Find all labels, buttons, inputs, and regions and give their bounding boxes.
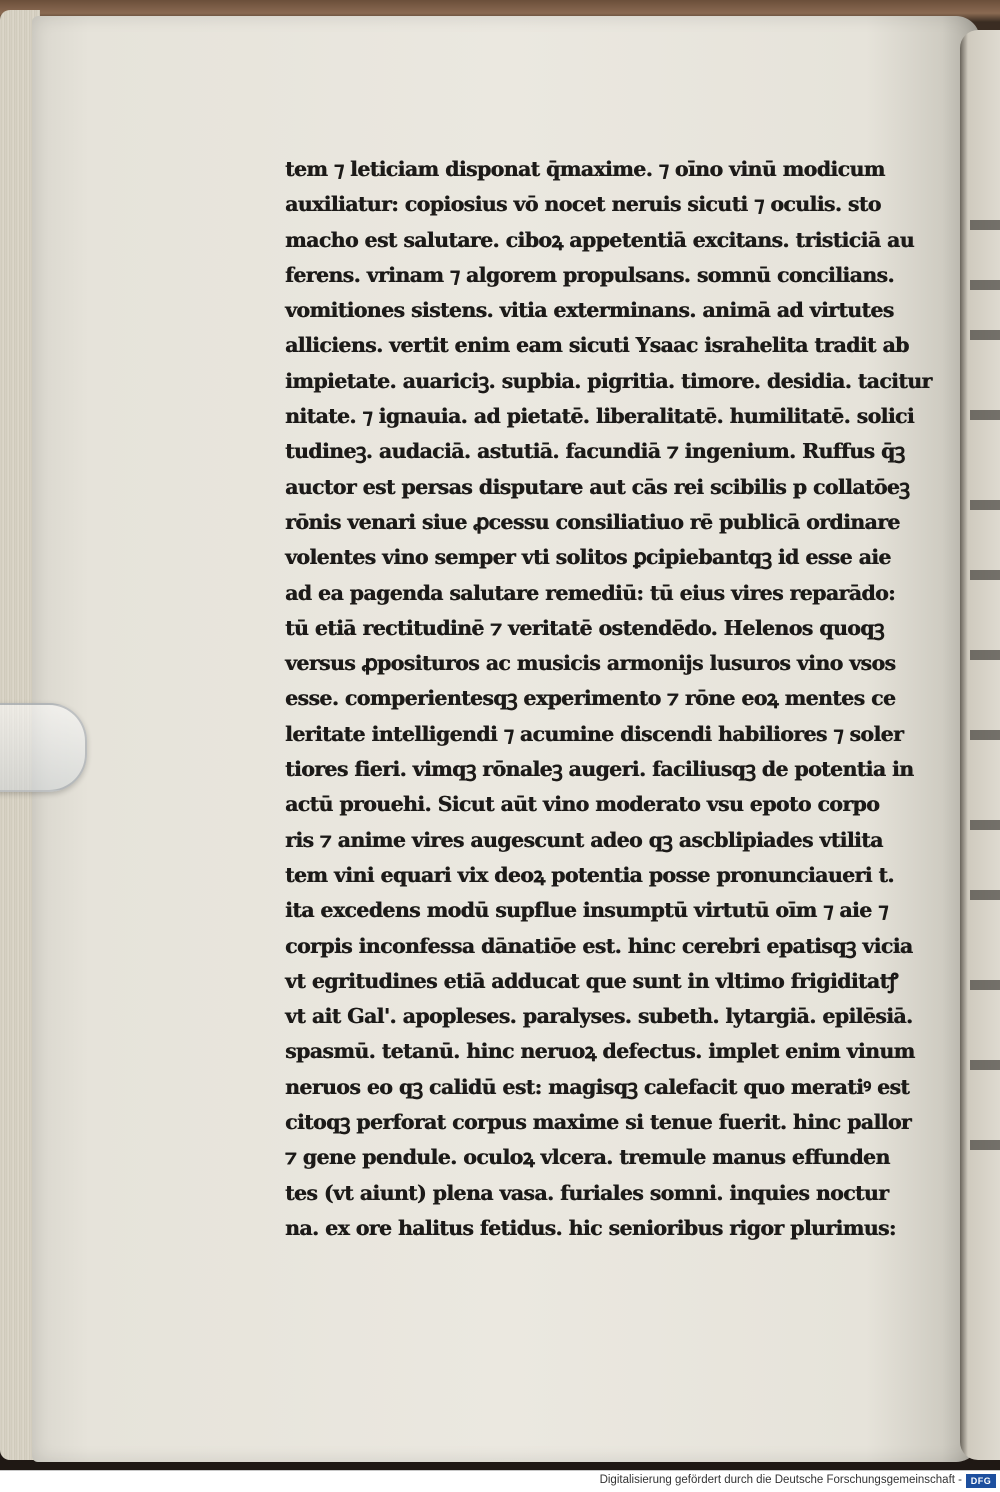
text-line: tem vini equari vix deoꝝ potentia posse pronunciaueri t. xyxy=(285,862,894,887)
footer-bar xyxy=(0,1470,1000,1492)
text-line: macho est salutare. ciboꝝ appetentiā excitans. tristiciā au xyxy=(285,227,914,252)
text-line: tudineꝫ. audaciā. astutiā. facundiā ⁊ ingenium. Ruffus q̄ꝫ xyxy=(285,439,905,464)
text-line: na. ex ore halitus fetidus. hic senioribus rigor plurimus: xyxy=(285,1215,896,1240)
text-line: spasmū. tetanū. hinc neruoꝝ defectus. implet enim vinum xyxy=(285,1039,915,1064)
facing-page-edge xyxy=(960,30,1000,1460)
text-line: volentes vino semper vti solitos ꝑcipiebantqꝫ id esse aie xyxy=(285,545,891,570)
text-line: versus ꝓposituros ac musicis armonijs lusuros vino vsos xyxy=(285,651,896,676)
text-line: alliciens. vertit enim eam sicuti Ysaac israhelita tradit ab xyxy=(285,333,909,358)
text-line: ad ea pagenda salutare remediū: tū eius vires reparādo: xyxy=(285,580,896,605)
text-line: actū prouehi. Sicut aūt vino moderato vsu epoto corpo xyxy=(285,792,880,817)
text-line: vt ait Gal'. apopleses. paralyses. subeth. lytargiā. epilēsiā. xyxy=(285,1004,913,1029)
page-clip xyxy=(0,703,87,792)
text-line: vomitiones sistens. vitia exterminans. animā ad virtutes xyxy=(285,298,894,323)
text-line: vt egritudines etiā adducat que sunt in vltimo frigiditatꝭ xyxy=(285,968,898,993)
text-line: tiores fieri. vimqꝫ rōnaleꝫ augeri. faciliusqꝫ de potentia in xyxy=(285,757,914,782)
text-line: auctor est persas disputare aut cās rei scibilis p collatōeꝫ xyxy=(285,474,910,499)
text-line: leritate intelligendi ⁊ acumine discendi habiliores ⁊ soler xyxy=(285,721,904,746)
text-line: ⁊ gene pendule. oculoꝝ vlcera. tremule manus effunden xyxy=(285,1145,890,1170)
text-line: citoqꝫ perforat corpus maxime si tenue fuerit. hinc pallor xyxy=(285,1110,911,1135)
text-line: nitate. ⁊ ignauia. ad pietatē. liberalitatē. humilitatē. solici xyxy=(285,404,914,429)
text-line: ferens. vrinam ⁊ algorem propulsans. somnū concilians. xyxy=(285,262,894,287)
footer-credit: Digitalisierung gefördert durch die Deutsche Forschungsgemeinschaft - xyxy=(599,1474,962,1486)
text-line: impietate. auariciꝫ. supbia. pigritia. timore. desidia. tacitur xyxy=(285,368,932,393)
show-through-text xyxy=(285,1165,885,1195)
dfg-logo: DFG xyxy=(966,1474,996,1488)
page-text-block xyxy=(285,152,932,1246)
text-line: ita excedens modū supflue insumptū virtutū oīm ⁊ aie ⁊ xyxy=(285,898,888,923)
text-line: corpis inconfessa dānatiōe est. hinc cerebri epatisqꝫ vicia xyxy=(285,933,913,958)
text-line: tes (vt aiunt) plena vasa. furiales somni. inquies noctur xyxy=(285,1180,889,1205)
text-line: esse. comperientesqꝫ experimento ⁊ rōne eoꝝ mentes ce xyxy=(285,686,896,711)
text-line: auxiliatur: copiosius vō nocet neruis sicuti ⁊ oculis. sto xyxy=(285,192,881,217)
text-line: neruos eo qꝫ calidū est: magisqꝫ calefacit quo meratiꝰ est xyxy=(285,1074,910,1099)
text-line: ris ⁊ anime vires augescunt adeo qꝫ ascblipiades vtilita xyxy=(285,827,883,852)
text-line: rōnis venari siue ꝓcessu consiliatiuo rē publicā ordinare xyxy=(285,509,900,534)
text-line: tem ⁊ leticiam disponat q̄maxime. ⁊ oīno vinū modicum xyxy=(285,157,885,181)
text-line: tū etiā rectitudinē ⁊ veritatē ostendēdo. Helenos quoqꝫ xyxy=(285,615,884,640)
